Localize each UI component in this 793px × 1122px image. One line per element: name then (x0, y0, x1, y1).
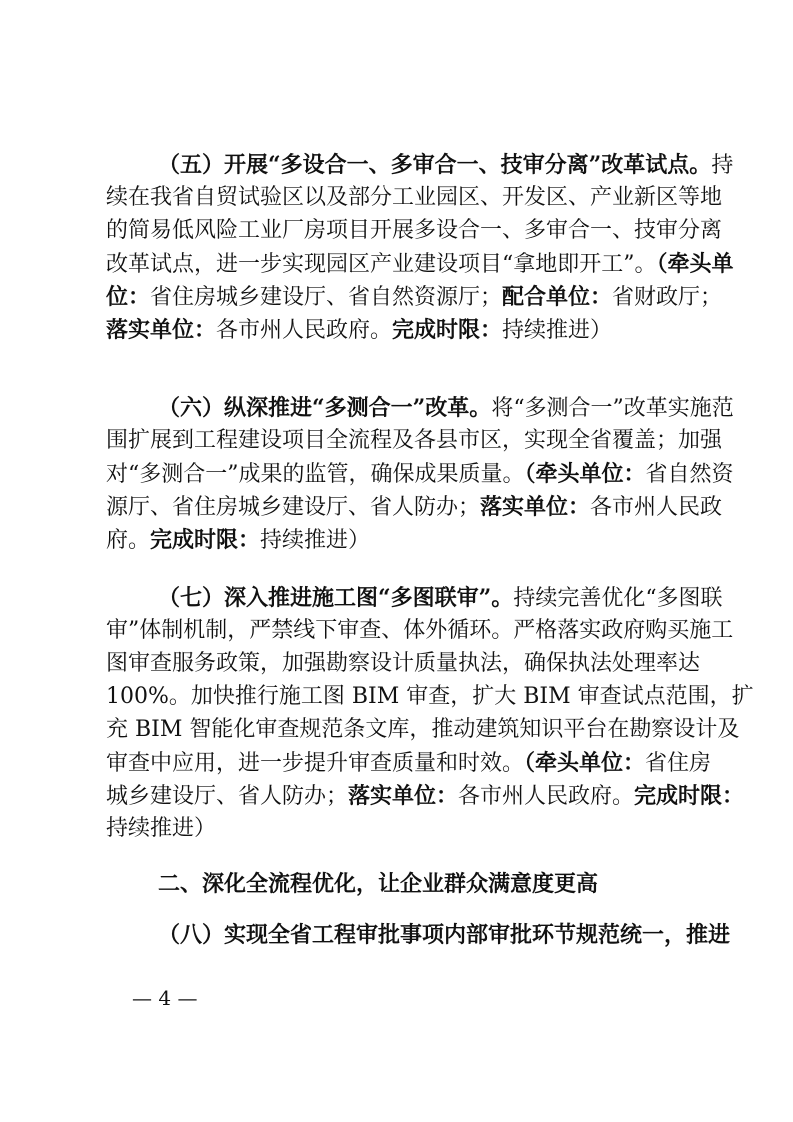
p6-bold: 完成时限： (150, 527, 261, 553)
p6-bold: 落实单位： (480, 494, 591, 520)
p5-line-5 (106, 282, 723, 312)
p7-bold: 完成时限： (634, 783, 745, 809)
p5-text: 省财政厅； (612, 285, 723, 310)
p5-text: 各市州人民政府。 (216, 318, 393, 343)
p7-text: 图审查服务政策，加强勘察设计质量执法，确保执法处理率达 (106, 651, 701, 676)
p5-text: 的简易低风险工业厂房项目开展多设合一、多审合一、技审分离 (106, 218, 723, 243)
p6-line-5 (106, 525, 684, 555)
p7-text: 持续完善优化“多图联 (513, 586, 723, 611)
p5-bold: 完成时限： (392, 317, 503, 343)
p5-text: 改革试点，进一步实现园区产业建设项目“拿地即开工”。 (106, 252, 657, 277)
page-number: — 4 — (132, 986, 198, 1010)
p5-line-2 (106, 183, 723, 213)
p5-text: 续在我省自贸试验区以及部分工业园区、开发区、产业新区等地 (106, 185, 723, 210)
p5-bold: 位： (106, 284, 151, 310)
p7-line-7 (106, 781, 745, 811)
p7-text: 审查中应用，进一步提升审查质量和时效。 (106, 751, 525, 776)
p6-text: 对“多测合一”成果的监管，确保成果质量。 (106, 462, 525, 487)
p7-heading: （七）深入推进施工图“多图联审”。 (158, 585, 514, 611)
p5-text: 持续推进） (502, 318, 613, 343)
p5-line-1 (158, 150, 734, 180)
p6-text: 省自然资 (645, 462, 734, 487)
p7-bold: （牵头单位： (524, 750, 646, 776)
p5-line-4 (106, 249, 734, 279)
p5-bold: 配合单位： (502, 284, 613, 310)
p7-text: 省住房 (645, 751, 712, 776)
p6-line-4 (106, 492, 723, 522)
p5-text: 持 (711, 153, 734, 178)
p6-text: 将“多测合一”改革实施范 (491, 396, 734, 421)
p6-text: 持续推进） (260, 528, 371, 553)
p6-line-2 (106, 426, 723, 456)
p5-line-6 (106, 315, 684, 345)
p7-text: 持续推进） (106, 816, 217, 841)
p6-line-1 (158, 393, 734, 423)
p5-line-3 (106, 216, 723, 246)
p7-text: 充 BIM 智能化审查规范条文库，推动建筑知识平台在勘察设计及 (106, 717, 740, 742)
p7-line-5 (106, 715, 740, 745)
p7-text: 各市州人民政府。 (458, 784, 635, 809)
p5-bold: 落实单位： (106, 317, 217, 343)
p6-text: 府。 (106, 528, 151, 553)
p7-line-6 (106, 748, 712, 778)
p6-text: 源厅、省住房城乡建设厅、省人防办； (106, 495, 481, 520)
p7-line-2 (106, 616, 734, 646)
p6-heading: （六）纵深推进“多测合一”改革。 (158, 395, 492, 421)
p8-line-1: （八）实现全省工程审批事项内部审批环节规范统一，推进 (158, 922, 731, 948)
p7-line-4 (106, 682, 754, 712)
p7-line-8 (106, 814, 684, 844)
p6-text: 围扩展到工程建设项目全流程及各县市区，实现全省覆盖；加强 (106, 428, 723, 453)
p6-line-3 (106, 459, 734, 489)
p5-text: 省住房城乡建设厅、省自然资源厅； (150, 285, 503, 310)
p6-bold: （牵头单位： (524, 461, 646, 487)
section-heading: 二、深化全流程优化，让企业群众满意度更高 (158, 872, 599, 897)
p7-line-1 (158, 583, 723, 613)
p7-text: 100%。加快推行施工图 BIM 审查，扩大 BIM 审查试点范围，扩 (106, 684, 754, 709)
p7-line-3 (106, 649, 701, 679)
p7-text: 城乡建设厅、省人防办； (106, 784, 349, 809)
p7-bold: 落实单位： (348, 783, 459, 809)
p5-bold: （牵头单 (656, 251, 734, 277)
p7-text: 审”体制机制，严禁线下审查、体外循环。严格落实政府购买施工 (106, 618, 734, 643)
p5-heading: （五）开展“多设合一、多审合一、技审分离”改革试点。 (158, 152, 712, 178)
p6-text: 各市州人民政 (590, 495, 723, 520)
